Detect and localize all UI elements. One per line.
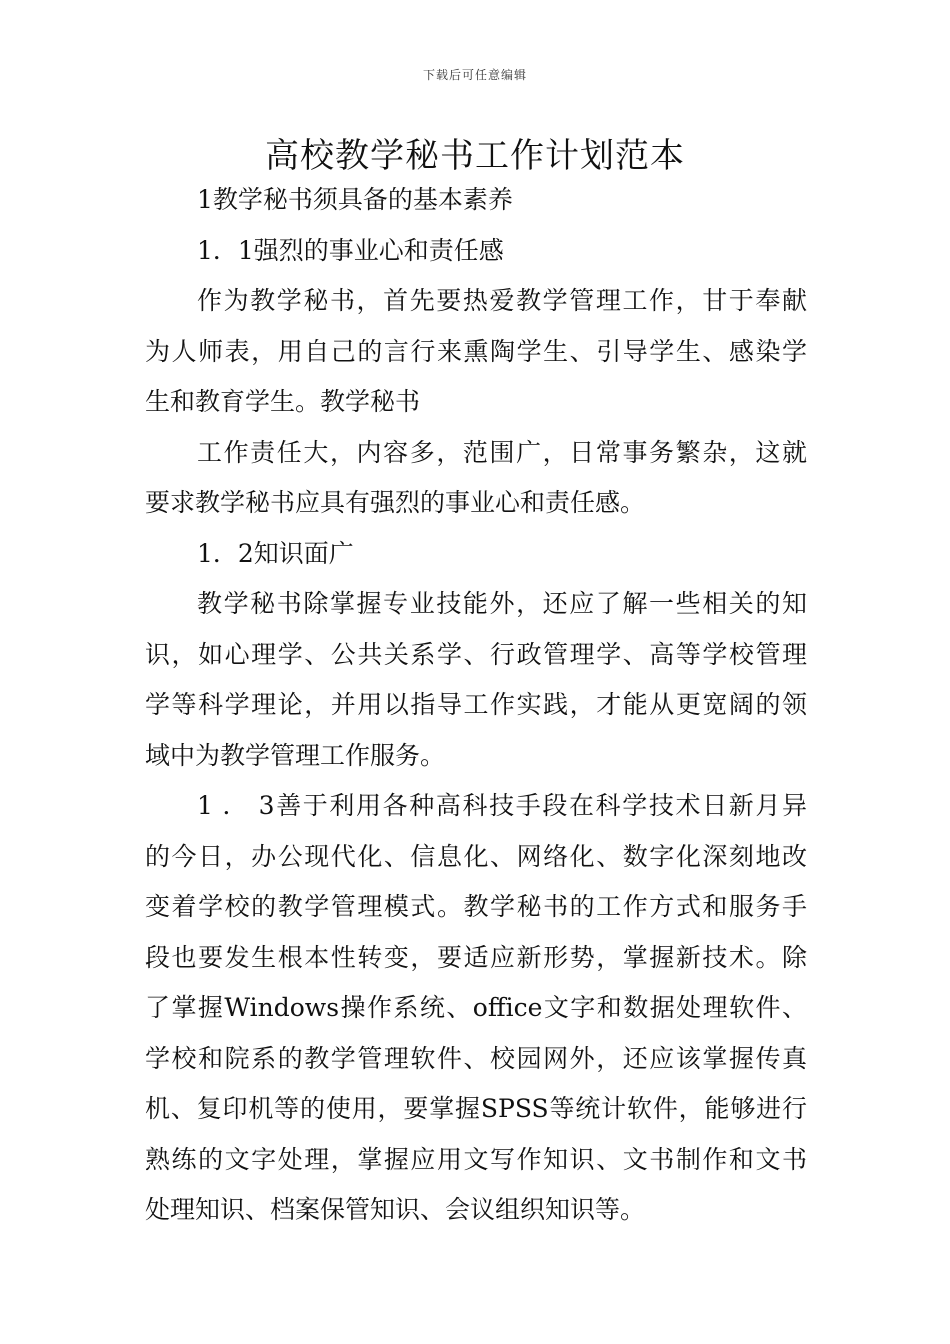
text-line: 机、复印机等的使用，要掌握SPSS等统计软件，能够进行 [145, 1094, 807, 1123]
text-line: 1．1强烈的事业心和责任感 [197, 235, 504, 265]
text-line: 生和教育学生。教学秘书 [145, 387, 421, 416]
text-line: 熟练的文字处理，掌握应用文写作知识、文书制作和文书 [145, 1144, 807, 1174]
text-line: 工作责任大，内容多，范围广，日常事务繁杂，这就 [197, 437, 807, 467]
text-line: 教学秘书除掌握专业技能外，还应了解一些相关的知 [197, 589, 807, 618]
text-line: 1教学秘书须具备的基本素养 [197, 185, 513, 214]
text-line: 学等科学理论，并用以指导工作实践，才能从更宽阔的领 [145, 690, 807, 719]
text-line: 了掌握Windows操作系统、office文字和数据处理软件、 [145, 993, 807, 1022]
text-line: 处理知识、档案保管知识、会议组织知识等。 [145, 1195, 646, 1224]
text-line: 变着学校的教学管理模式。教学秘书的工作方式和服务手 [145, 892, 807, 921]
text-line: 学校和院系的教学管理软件、校园网外，还应该掌握传真 [145, 1043, 807, 1073]
document-body [145, 175, 807, 1236]
header-note: 下载后可任意编辑 [422, 68, 527, 82]
text-line: 域中为教学管理工作服务。 [145, 740, 446, 770]
text-line: 1．2知识面广 [197, 538, 354, 568]
text-line: 识，如心理学、公共关系学、行政管理学、高等学校管理 [145, 639, 807, 669]
text-line: 为人师表，用自己的言行来熏陶学生、引导学生、感染学 [145, 336, 807, 366]
document-title: 高校教学秘书工作计划范本 [265, 136, 685, 176]
text-line: 作为教学秘书，首先要热爱教学管理工作，甘于奉献 [197, 286, 807, 315]
text-line: 1 ． 3善于利用各种高科技手段在科学技术日新月异 [197, 791, 807, 820]
text-line: 的今日，办公现代化、信息化、网络化、数字化深刻地改 [145, 841, 807, 871]
text-line: 段也要发生根本性转变，要适应新形势，掌握新技术。除 [145, 942, 807, 972]
text-line: 要求教学秘书应具有强烈的事业心和责任感。 [145, 488, 646, 517]
